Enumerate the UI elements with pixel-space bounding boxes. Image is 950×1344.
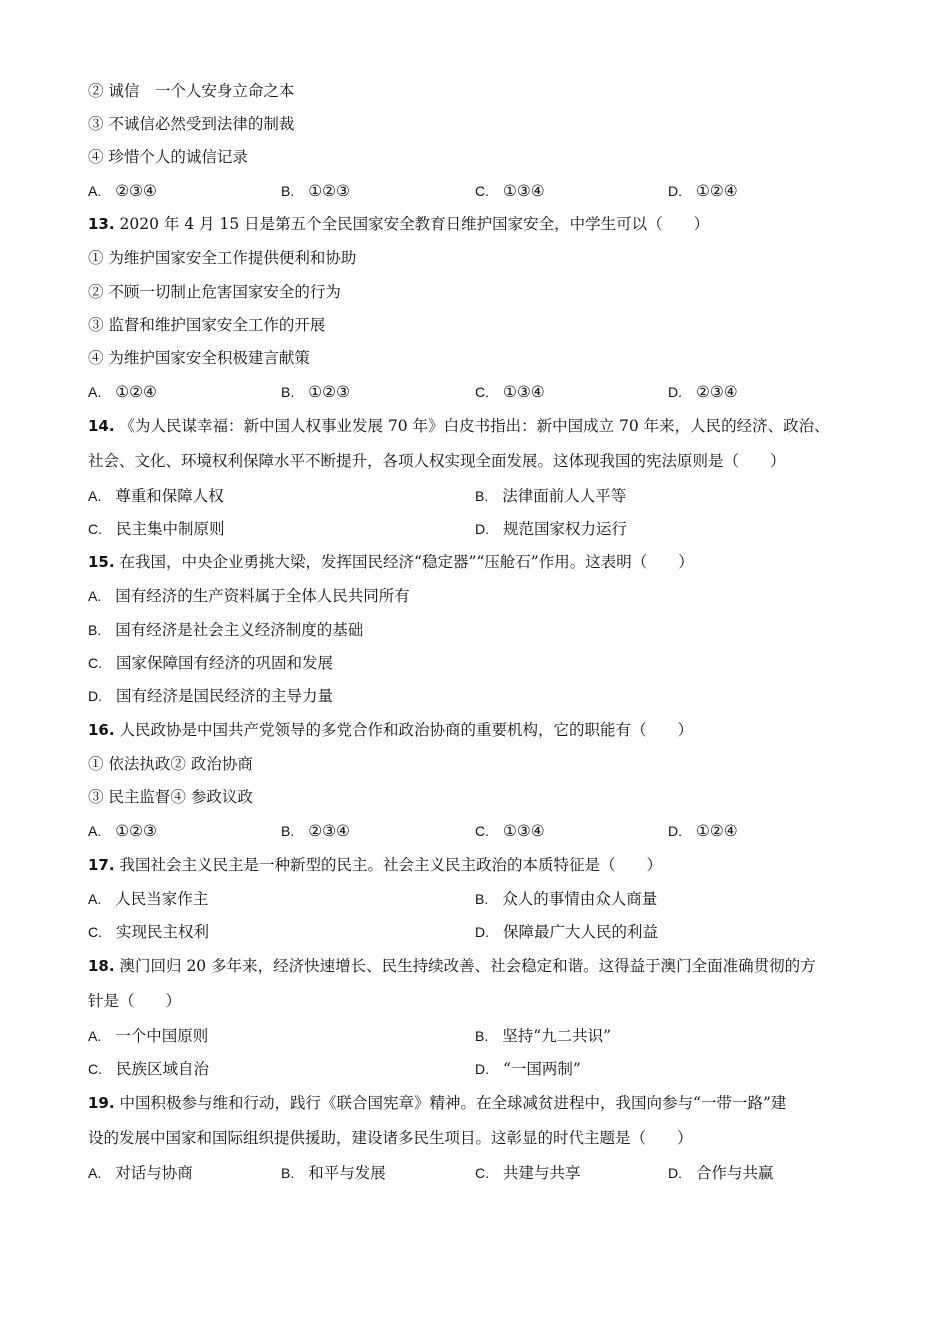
q14-option-a: A. 尊重和保障人权: [88, 487, 224, 505]
q13-number: 13.: [88, 215, 115, 233]
q13-item-1: ① 为维护国家安全工作提供便利和协助: [88, 249, 357, 267]
q12-option-b: B. ①②③: [281, 182, 350, 200]
q16-number: 16.: [88, 721, 115, 739]
q19-option-a: A. 对话与协商: [88, 1164, 193, 1182]
q13-item-3: ③ 监督和维护国家安全工作的开展: [88, 316, 326, 334]
q15-option-d: D. 国有经济是国民经济的主导力量: [88, 687, 334, 705]
q19-stem-line2: 设的发展中国家和国际组织提供援助，建设诸多民生项目。这彰显的时代主题是（ ）: [88, 1129, 693, 1147]
q16-item-line1: ① 依法执政② 政治协商: [88, 755, 253, 773]
q13-option-d: D. ②③④: [668, 383, 738, 401]
q13-option-a: A. ①②④: [88, 383, 157, 401]
q15-option-a: A. 国有经济的生产资料属于全体人民共同所有: [88, 587, 410, 605]
q17-option-a: A. 人民当家作主: [88, 890, 209, 908]
q14-option-c: C. 民主集中制原则: [88, 520, 225, 538]
q17-option-b: B. 众人的事情由众人商量: [475, 890, 658, 908]
q15-stem: 15. 在我国，中央企业勇挑大梁，发挥国民经济“稳定器”“压舱石”作用。这表明（ ）: [88, 553, 694, 571]
q14-number: 14.: [88, 417, 115, 435]
q16-item-line2: ③ 民主监督④ 参政议政: [88, 788, 253, 806]
q14-stem-line1: 14. 《为人民谋幸福：新中国人权事业发展 70 年》白皮书指出：新中国成立 70 年来，人民的经济、政治、: [88, 417, 830, 435]
q16-option-a: A. ①②③: [88, 822, 157, 840]
q18-stem-line1: 18. 澳门回归 20 多年来，经济快速增长、民生持续改善、社会稳定和谐。这得益于澳门全面准确贯彻的方: [88, 957, 816, 975]
q18-option-c: C. 民族区域自治: [88, 1060, 210, 1078]
q19-stem-line1: 19. 中国积极参与维和行动，践行《联合国宪章》精神。在全球减贫进程中，我国向参与“一带一路”建: [88, 1094, 787, 1112]
q19-option-d: D. 合作与共赢: [668, 1164, 774, 1182]
q14-stem-line2: 社会、文化、环境权利保障水平不断提升，各项人权实现全面发展。这体现我国的宪法原则是（ ）: [88, 452, 786, 470]
q17-number: 17.: [88, 856, 115, 874]
q15-option-b: B. 国有经济是社会主义经济制度的基础: [88, 621, 364, 639]
q17-option-c: C. 实现民主权利: [88, 923, 210, 941]
q15-number: 15.: [88, 553, 115, 571]
q19-number: 19.: [88, 1094, 115, 1112]
q13-option-b: B. ①②③: [281, 383, 350, 401]
q13-stem: 13. 2020 年 4 月 15 日是第五个全民国家安全教育日维护国家安全，中学生可以（ ）: [88, 215, 710, 233]
q13-option-c: C. ①③④: [475, 383, 545, 401]
q12-item-2: ② 诚信 一个人安身立命之本: [88, 82, 295, 100]
q16-option-c: C. ①③④: [475, 822, 545, 840]
q19-option-c: C. 共建与共享: [475, 1164, 581, 1182]
q12-option-c: C. ①③④: [475, 182, 545, 200]
q13-item-4: ④ 为维护国家安全积极建言献策: [88, 349, 310, 367]
q15-option-c: C. 国家保障国有经济的巩固和发展: [88, 654, 334, 672]
q18-option-d: D. “一国两制”: [475, 1060, 581, 1078]
q14-option-d: D. 规范国家权力运行: [475, 520, 628, 538]
q16-option-d: D. ①②④: [668, 822, 738, 840]
q14-option-b: B. 法律面前人人平等: [475, 487, 627, 505]
q18-stem-line2: 针是（ ）: [88, 992, 182, 1010]
q18-option-b: B. 坚持“九二共识”: [475, 1027, 612, 1045]
q16-stem: 16. 人民政协是中国共产党领导的多党合作和政治协商的重要机构，它的职能有（ ）: [88, 721, 694, 739]
q12-item-3: ③ 不诚信必然受到法律的制裁: [88, 115, 295, 133]
q19-option-b: B. 和平与发展: [281, 1164, 386, 1182]
q18-option-a: A. 一个中国原则: [88, 1027, 209, 1045]
q12-option-d: D. ①②④: [668, 182, 738, 200]
q12-option-a: A. ②③④: [88, 182, 157, 200]
q17-option-d: D. 保障最广大人民的利益: [475, 923, 659, 941]
q16-option-b: B. ②③④: [281, 822, 350, 840]
q17-stem: 17. 我国社会主义民主是一种新型的民主。社会主义民主政治的本质特征是（ ）: [88, 856, 663, 874]
q12-item-4: ④ 珍惜个人的诚信记录: [88, 148, 248, 166]
q13-item-2: ② 不顾一切制止危害国家安全的行为: [88, 283, 341, 301]
q18-number: 18.: [88, 957, 115, 975]
